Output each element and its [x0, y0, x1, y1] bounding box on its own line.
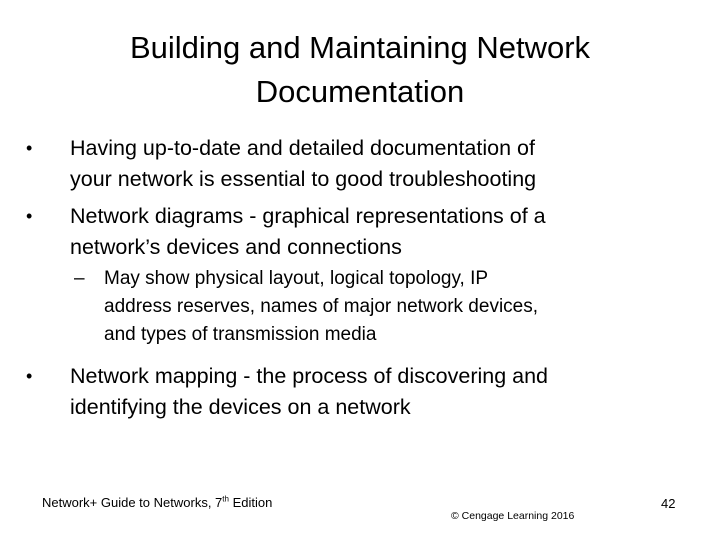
- bullet-line: network’s devices and connections: [70, 235, 402, 259]
- slide-title: [60, 26, 660, 114]
- footer-book-superscript: th: [222, 494, 229, 504]
- bullet-line: your network is essential to good troubleshooting: [70, 167, 537, 191]
- bullet-line: identifying the devices on a network: [70, 395, 411, 419]
- bullet-line: • Network diagrams - graphical representations of a: [70, 204, 546, 228]
- subbullet-line: – May show physical layout, logical topology, IP: [104, 268, 489, 289]
- footer-copyright: © Cengage Learning 2016: [451, 510, 575, 522]
- footer-book-prefix: Network+ Guide to Networks, 7: [42, 495, 223, 510]
- slide-title-line-2: Documentation: [255, 74, 465, 109]
- subbullet-diagram-contents: [104, 265, 674, 349]
- subbullet-line: address reserves, names of major network devices,: [104, 296, 539, 317]
- footer-book-title: [42, 495, 272, 511]
- footer-book-suffix: Edition: [228, 495, 273, 510]
- bullet-documentation: [70, 133, 690, 195]
- bullet-network-mapping: [70, 361, 690, 423]
- slide-title-line-1: Building and Maintaining Network: [129, 30, 591, 65]
- subbullet-line: and types of transmission media: [104, 324, 377, 345]
- bullet-line: • Having up-to-date and detailed documentation of: [70, 136, 535, 160]
- bullet-line: • Network mapping - the process of discovering and: [70, 364, 549, 388]
- bullet-network-diagrams: [70, 201, 690, 263]
- slide-page-number: 42: [661, 496, 676, 511]
